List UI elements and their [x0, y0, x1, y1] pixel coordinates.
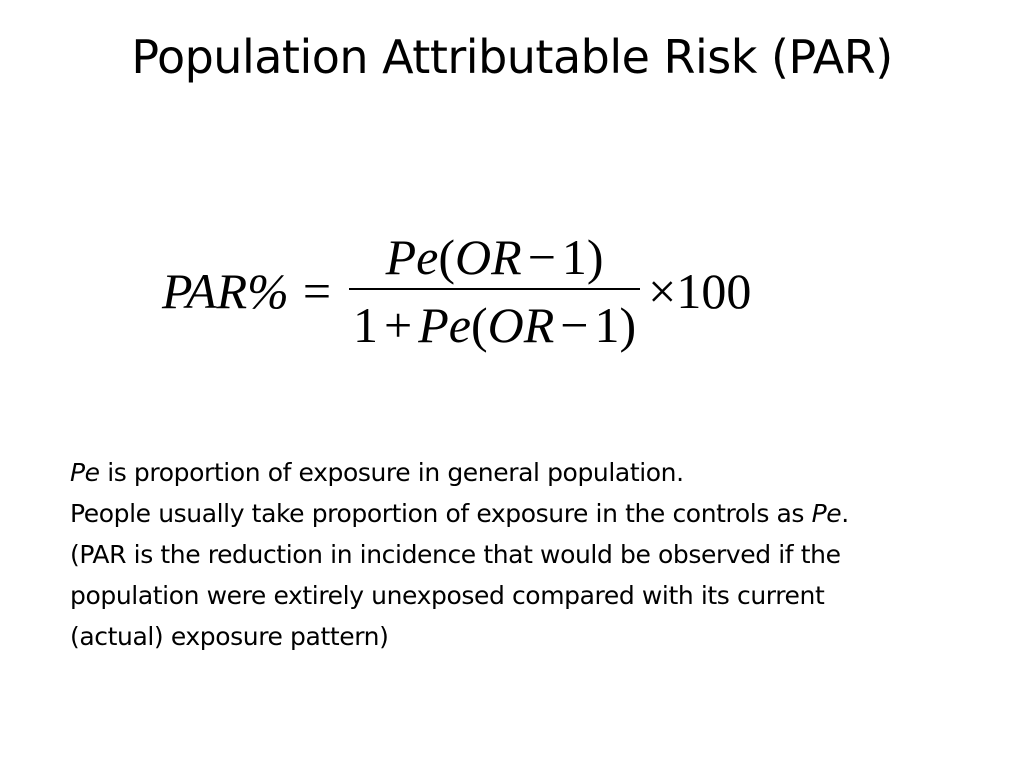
body-line-2	[70, 493, 970, 534]
body-line-4: population were extirely unexposed compared with its current	[70, 581, 825, 610]
body-line-2-pe: Pe	[811, 499, 842, 528]
denominator-one-inner: 1	[594, 297, 620, 353]
formula-lhs-text: PAR%	[162, 263, 289, 319]
denominator-paren-open: (	[470, 297, 488, 353]
par-formula	[162, 216, 751, 366]
explanation-text	[70, 452, 970, 657]
denominator-plus: +	[384, 297, 413, 353]
numerator-or: OR	[455, 229, 522, 285]
body-line-1-pe: Pe	[70, 458, 100, 487]
denominator-or: OR	[487, 297, 555, 353]
denominator-pe: Pe	[418, 297, 471, 353]
body-line-5: (actual) exposure pattern)	[70, 622, 389, 651]
slide-title: Population Attributable Risk (PAR)	[131, 30, 893, 84]
formula-numerator	[376, 229, 614, 288]
body-line-1	[70, 452, 970, 493]
formula-times: ×	[648, 263, 677, 319]
denominator-minus: −	[560, 297, 589, 353]
formula-multiplier	[648, 263, 752, 319]
formula-hundred: 100	[676, 263, 752, 319]
formula-fraction	[349, 229, 640, 353]
body-line-3: (PAR is the reduction in incidence that would be observed if the	[70, 540, 841, 569]
body-line-1-rest: is proportion of exposure in general population.	[99, 458, 684, 487]
formula-lhs	[162, 263, 289, 319]
formula-denominator	[349, 290, 640, 353]
denominator-one: 1	[353, 297, 379, 353]
formula-equals: =	[302, 263, 332, 319]
denominator-paren-close: )	[619, 297, 637, 353]
body-line-2-text: People usually take proportion of exposure in the controls as	[70, 499, 812, 528]
numerator-paren-open: (	[438, 229, 456, 285]
numerator-paren-close: )	[586, 229, 604, 285]
body-line-2-end: .	[841, 499, 849, 528]
numerator-one: 1	[561, 229, 587, 285]
numerator-minus: −	[527, 229, 556, 285]
numerator-pe: Pe	[385, 229, 439, 285]
